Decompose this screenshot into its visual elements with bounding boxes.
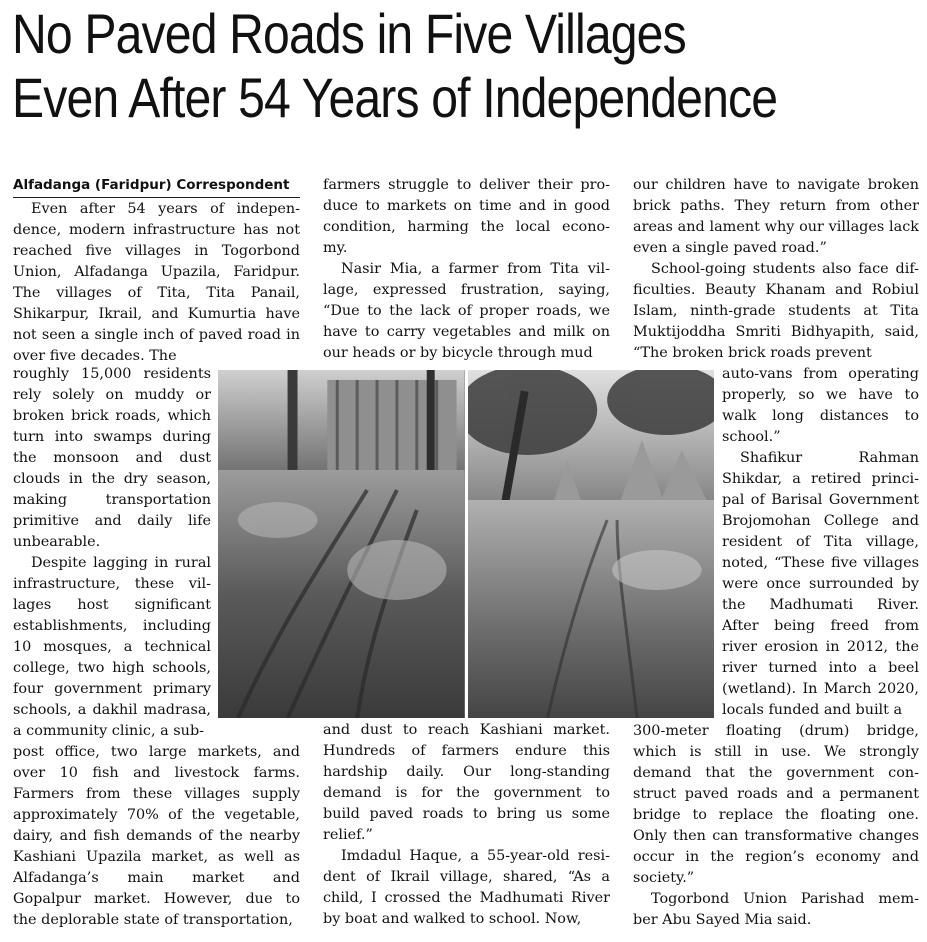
text-line: four government primary [13, 681, 211, 697]
text-line: the monsoon and dust [13, 450, 211, 466]
text-line: The villages of Tita, Tita Panail, [13, 285, 300, 301]
column-3 [633, 175, 919, 364]
byline: Alfadanga (Faridpur) Correspondent [13, 175, 300, 198]
text-line: demand that the government con- [633, 765, 919, 781]
text-line: our heads or by bicycle through mud [323, 345, 593, 361]
text-line: 300-meter floating (drum) bridge, [633, 723, 919, 739]
text-line: locals funded and built a [722, 702, 903, 718]
text-line: 10 mosques, a technical [13, 639, 211, 655]
text-line: over 10 fish and livestock farms. [13, 765, 300, 781]
column-3-narrow [722, 364, 919, 721]
text-line: Shikarpur, Ikrail, and Kumurtia have [13, 306, 300, 322]
text-line: over five decades. The [13, 348, 177, 364]
text-line: After being freed from [722, 618, 919, 634]
text-line: properly, so we have to [722, 387, 919, 403]
text-line: Imdadul Haque, a 55-year-old resi- [341, 848, 610, 864]
text-line: struct paved roads and a permanent [633, 786, 919, 802]
text-line: infrastructure, these vil- [13, 576, 211, 592]
text-line: post office, two large markets, and [13, 744, 300, 760]
text-line: areas and lament why our villages lack [633, 219, 919, 235]
text-line: Even after 54 years of indepen- [31, 201, 300, 217]
text-line: dence, modern infrastructure has not [13, 222, 300, 238]
text-line: noted, “These five villages [722, 555, 919, 571]
text-line: broken brick roads, which [13, 408, 211, 424]
text-line: Shafikur Rahman [740, 450, 919, 466]
text-line: auto-vans from operating [722, 366, 919, 382]
text-line: pal of Barisal Government [722, 492, 919, 508]
text-line: Islam, ninth-grade students at Tita [633, 303, 919, 319]
text-line: Togorbond Union Parishad mem- [651, 891, 919, 907]
text-line: and dust to reach Kashiani market. [323, 722, 610, 738]
text-line: “The broken brick roads prevent [633, 345, 872, 361]
text-line: demand is for the government to [323, 785, 610, 801]
text-line: walk long distances to [722, 408, 919, 424]
text-line: college, two high schools, [13, 660, 211, 676]
text-line: which is still in use. We strongly [633, 744, 919, 760]
text-line: ficulties. Beauty Khanam and Robiul [633, 282, 919, 298]
text-line: reached five villages in Togorbond [13, 243, 300, 259]
column-3-bottom [633, 721, 919, 931]
village-road-photo [218, 370, 714, 718]
text-line: Hundreds of farmers endure this [323, 743, 610, 759]
text-line: brick paths. They return from other [633, 198, 919, 214]
text-line: relief.” [323, 827, 373, 843]
text-line: build paved roads to bring us some [323, 806, 610, 822]
text-line: Kashiani Upazila market, as well as [13, 849, 300, 865]
text-line: hardship daily. Our long-standing [323, 764, 610, 780]
column-1-narrow [13, 364, 211, 742]
text-line: dent of Ikrail village, shared, “As a [323, 869, 610, 885]
text-line: have to carry vegetables and milk on [323, 324, 610, 340]
text-line: Brojomohan College and [722, 513, 919, 529]
text-line: Nasir Mia, a farmer from Tita vil- [341, 261, 610, 277]
photo-right-dirt-path [468, 370, 715, 718]
text-line: Only then can transformative changes [633, 828, 919, 844]
text-line: Alfadanga’s main market and [13, 870, 300, 886]
text-line: the Madhumati River. [722, 597, 919, 613]
text-line: a community clinic, a sub- [13, 723, 205, 739]
text-line: were once surrounded by [722, 576, 919, 592]
photo-left-muddy-road [218, 370, 465, 718]
text-line: making transportation [13, 492, 211, 508]
text-line: “Due to the lack of proper roads, we [323, 303, 610, 319]
text-line: lage, expressed frustration, saying, [323, 282, 610, 298]
text-line: school.” [722, 429, 781, 445]
text-line: our children have to navigate broken [633, 177, 919, 193]
headline-line-1: No Paved Roads in Five Villages [12, 2, 686, 65]
text-line: Shikdar, a retired princi- [722, 471, 919, 487]
text-line: child, I crossed the Madhumati River [323, 890, 610, 906]
text-line: lages host significant [13, 597, 211, 613]
text-line: the deplorable state of transportation, [13, 912, 293, 928]
text-line: my. [323, 240, 348, 256]
text-line: society.” [633, 870, 695, 886]
text-line: (wetland). In March 2020, [722, 681, 919, 697]
text-line: occur in the region’s economy and [633, 849, 919, 865]
text-line: duce to markets on time and in good [323, 198, 610, 214]
column-2 [323, 175, 610, 364]
headline-line-2: Even After 54 Years of Independence [12, 66, 778, 129]
column-1-bottom [13, 742, 300, 931]
text-line: ber Abu Sayed Mia said. [633, 912, 812, 928]
text-line: Gopalpur market. However, due to [13, 891, 300, 907]
text-line: Despite lagging in rural [31, 555, 211, 571]
headline [12, 2, 790, 130]
text-line: School-going students also face dif- [651, 261, 919, 277]
text-line: Muktijoddha Smriti Bidhyapith, said, [633, 324, 919, 340]
text-line: not seen a single inch of paved road in [13, 327, 300, 343]
text-line: primitive and daily life [13, 513, 211, 529]
text-line: Union, Alfadanga Upazila, Faridpur. [13, 264, 300, 280]
text-line: river turned into a beel [722, 660, 919, 676]
text-line: roughly 15,000 residents [13, 366, 211, 382]
text-line: approximately 70% of the vegetable, [13, 807, 300, 823]
text-line: unbearable. [13, 534, 101, 550]
text-line: turn into swamps during [13, 429, 211, 445]
column-2-bottom [323, 720, 610, 930]
text-line: condition, harming the local econo- [323, 219, 610, 235]
text-line: by boat and walked to school. Now, [323, 911, 582, 927]
text-line: river erosion in 2012, the [722, 639, 919, 655]
column-1 [13, 175, 300, 367]
text-line: dairy, and fish demands of the nearby [13, 828, 300, 844]
text-line: clouds in the dry season, [13, 471, 211, 487]
text-line: schools, a dakhil madrasa, [13, 702, 211, 718]
text-line: rely solely on muddy or [13, 387, 211, 403]
text-line: resident of Tita village, [722, 534, 919, 550]
text-line: farmers struggle to deliver their pro- [323, 177, 610, 193]
text-line: bridge to replace the floating one. [633, 807, 919, 823]
text-line: Farmers from these villages supply [13, 786, 300, 802]
text-line: even a single paved road.” [633, 240, 827, 256]
text-line: establishments, including [13, 618, 211, 634]
